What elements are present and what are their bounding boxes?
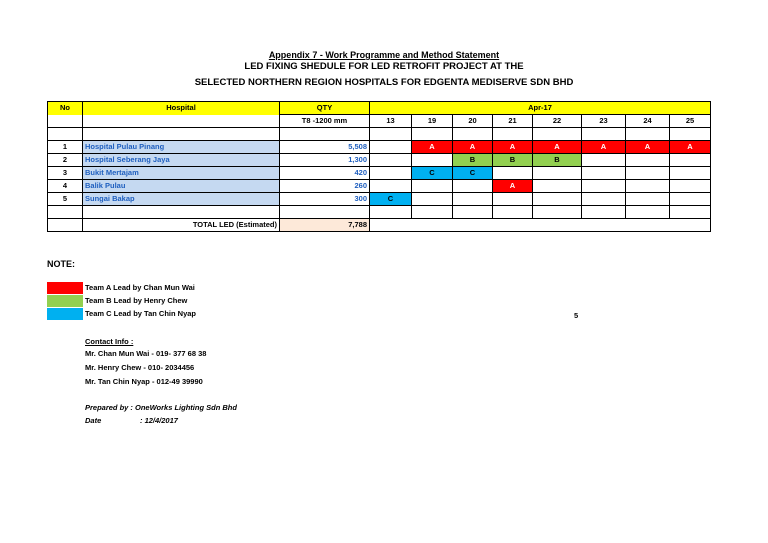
schedule-cell: C [370, 193, 412, 206]
schedule-cell: B [493, 154, 533, 167]
total-label: TOTAL LED (Estimated) [83, 219, 280, 232]
schedule-cell [670, 180, 711, 193]
col-header-no: No [48, 102, 83, 115]
row-no: 3 [48, 167, 83, 180]
schedule-cell [412, 193, 453, 206]
schedule-cell: B [453, 154, 493, 167]
row-no: 4 [48, 180, 83, 193]
schedule-table [47, 101, 711, 232]
schedule-cell [453, 193, 493, 206]
table-row [48, 167, 711, 180]
row-no: 1 [48, 141, 83, 154]
schedule-title-line2: SELECTED NORTHERN REGION HOSPITALS FOR EDGENTA MEDISERVE SDN BHD [194, 77, 574, 88]
total-value: 7,788 [280, 219, 370, 232]
page-number: 5 [574, 311, 579, 320]
table-row [48, 193, 711, 206]
day-header: 25 [670, 115, 711, 128]
schedule-cell: A [493, 141, 533, 154]
hospital-name: Balik Pulau [83, 180, 280, 193]
schedule-cell [670, 167, 711, 180]
contact-line: Mr. Henry Chew - 010- 2034456 [85, 363, 195, 372]
schedule-cell [533, 180, 582, 193]
hospital-qty: 1,300 [280, 154, 370, 167]
contact-heading: Contact Info : [85, 337, 134, 346]
day-header: 23 [582, 115, 626, 128]
row-no: 2 [48, 154, 83, 167]
schedule-cell: A [670, 141, 711, 154]
total-row [48, 219, 711, 232]
qty-subheader: T8 -1200 mm [280, 115, 370, 128]
schedule-cell [453, 180, 493, 193]
schedule-cell [582, 193, 626, 206]
schedule-cell [582, 167, 626, 180]
schedule-cell: A [453, 141, 493, 154]
hospital-qty: 420 [280, 167, 370, 180]
header-row [48, 102, 711, 115]
hospital-qty: 300 [280, 193, 370, 206]
schedule-cell [626, 180, 670, 193]
hospital-name: Sungai Bakap [83, 193, 280, 206]
schedule-cell: A [493, 180, 533, 193]
table-row [48, 180, 711, 193]
hospital-qty: 260 [280, 180, 370, 193]
contact-line: Mr. Chan Mun Wai - 019- 377 68 38 [85, 349, 207, 358]
date-label: Date [85, 416, 102, 425]
schedule-cell: B [533, 154, 582, 167]
day-header: 24 [626, 115, 670, 128]
schedule-cell [533, 193, 582, 206]
team-a-swatch [47, 282, 83, 294]
hospital-name: Bukit Mertajam [83, 167, 280, 180]
schedule-cell [370, 154, 412, 167]
schedule-cell [493, 167, 533, 180]
table-row [48, 154, 711, 167]
schedule-title-line1: LED FIXING SHEDULE FOR LED RETROFIT PROJECT AT THE [244, 61, 524, 72]
schedule-cell: A [533, 141, 582, 154]
team-b-swatch [47, 295, 83, 307]
hospital-name: Hospital Pulau Pinang [83, 141, 280, 154]
schedule-cell [626, 154, 670, 167]
row-no: 5 [48, 193, 83, 206]
col-header-qty: QTY [280, 102, 370, 115]
schedule-cell: A [412, 141, 453, 154]
schedule-cell [626, 193, 670, 206]
schedule-cell [626, 167, 670, 180]
team-c-swatch [47, 308, 83, 320]
appendix-title: Appendix 7 - Work Programme and Method Statement [268, 50, 500, 60]
prepared-by: Prepared by : OneWorks Lighting Sdn Bhd [85, 403, 237, 412]
schedule-cell [370, 141, 412, 154]
schedule-cell [582, 180, 626, 193]
schedule-cell [412, 180, 453, 193]
subheader-row [48, 115, 711, 128]
hospital-name: Hospital Seberang Jaya [83, 154, 280, 167]
day-header: 19 [412, 115, 453, 128]
spacer-row [48, 206, 711, 219]
schedule-cell: C [412, 167, 453, 180]
note-label: NOTE: [47, 259, 75, 269]
team-c-legend: Team C Lead by Tan Chin Nyap [85, 309, 196, 318]
day-header: 21 [493, 115, 533, 128]
schedule-cell [493, 193, 533, 206]
schedule-cell [670, 193, 711, 206]
day-header: 13 [370, 115, 412, 128]
schedule-cell [370, 180, 412, 193]
schedule-cell: C [453, 167, 493, 180]
team-b-legend: Team B Lead by Henry Chew [85, 296, 188, 305]
schedule-cell: A [626, 141, 670, 154]
date-value: : 12/4/2017 [140, 416, 178, 425]
schedule-cell [370, 167, 412, 180]
day-header: 22 [533, 115, 582, 128]
col-header-hospital: Hospital [83, 102, 280, 115]
schedule-cell [670, 154, 711, 167]
schedule-cell: A [582, 141, 626, 154]
schedule-cell [412, 154, 453, 167]
contact-line: Mr. Tan Chin Nyap - 012-49 39990 [85, 377, 203, 386]
hospital-qty: 5,508 [280, 141, 370, 154]
team-a-legend: Team A Lead by Chan Mun Wai [85, 283, 195, 292]
day-header: 20 [453, 115, 493, 128]
spacer-row [48, 128, 711, 141]
schedule-cell [582, 154, 626, 167]
col-header-month: Apr-17 [370, 102, 711, 115]
table-row [48, 141, 711, 154]
schedule-cell [533, 167, 582, 180]
